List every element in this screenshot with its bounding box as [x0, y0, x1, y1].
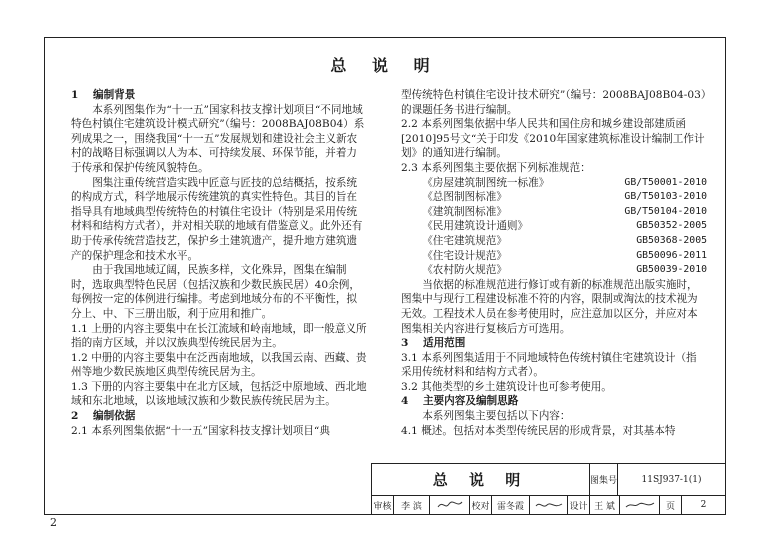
- title-block-page: 2: [682, 495, 726, 515]
- standard-code: GB50096-2011: [636, 249, 707, 261]
- standard-row: [401, 249, 707, 264]
- standard-row: [401, 190, 707, 205]
- standard-name: 《住宅建筑规范》: [422, 234, 507, 247]
- section-heading-text: 编制背景: [93, 89, 136, 101]
- section-number: 4: [401, 395, 409, 408]
- paragraph: 3.1 本系列图集适用于不同地域特色传统村镇住宅建筑设计（指采用传统材料和结构方式者）。: [401, 351, 697, 379]
- section-heading: [71, 88, 367, 103]
- standard-code: GB/T50103-2010: [624, 191, 707, 203]
- page-title: 总 说 明: [330, 56, 440, 75]
- paragraph: 型传统特色村镇住宅设计技术研究”（编号：2008BAJ08B04-03）的课题任务书进行编制。: [401, 89, 707, 116]
- paragraph: 2.1 本系列图集依据“十一五”国家科技支撑计划项目“典: [71, 424, 330, 437]
- atlas-number: 11SJ937-1(1): [618, 464, 726, 495]
- standard-code: GB/T50104-2010: [624, 205, 707, 217]
- paragraph: 1.1 上册的内容主要集中在长江流域和岭南地域，即一般意义所指的南方区域，并以汉族典型传统民居为主。: [71, 322, 367, 350]
- standard-row: [401, 205, 707, 220]
- atlas-number-label: 图集号: [590, 464, 618, 495]
- paragraph: 1.2 中册的内容主要集中在泛西南地域，以我国云南、西藏、贵州等地少数民族地区典型传统民居为主。: [71, 351, 367, 379]
- paragraph: 本系列图集主要包括以下内容：: [422, 410, 571, 423]
- standard-name: 《房屋建筑制图统一标准》: [422, 176, 550, 189]
- standard-code: GB50039-2010: [636, 264, 707, 276]
- right-column: [401, 88, 707, 438]
- paragraph: 当依据的标准规范进行修订或有新的标准规范出版实施时，图集中与现行工程建设标准不符的内容，限制或淘汰的技术视为无效。工程技术人员在参考使用时，应注意加以区分，并应对本图集相关内容进行复核后方可选用。: [401, 278, 698, 335]
- section-number: 2: [71, 410, 79, 423]
- standard-row: [401, 263, 707, 278]
- standard-name: 《建筑制图标准》: [422, 205, 507, 218]
- standard-code: GB/T50001-2010: [624, 176, 707, 188]
- review-label: 审核: [372, 495, 394, 515]
- designer-name: 王 斌: [590, 495, 620, 515]
- checker-name: 雷冬霞: [492, 495, 530, 515]
- paragraph: 3.2 其他类型的乡土建筑设计也可参考使用。: [401, 380, 612, 393]
- paragraph: 本系列图集作为“十一五”国家科技支撑计划项目“不同地域特色村镇住宅建筑设计模式研究”（编号：2008BAJ08B04）系列成果之一，围绕我国“十一五”发展规划和建设社会主义新农村的战略目标强调以人为本、可持续发展、环保节能，并着力于传承和保护传统风貌特色。: [71, 103, 365, 174]
- section-heading-text: 主要内容及编制思路: [423, 395, 519, 408]
- section-heading: [401, 394, 707, 409]
- page-label: 页: [660, 495, 682, 515]
- paragraph: 图集注重传统营造实践中匠意与匠技的总结概括，按系统的构成方式，科学地展示传统建筑的真实性特色。其目的旨在指导具有地域典型传统特色的村镇住宅设计（特别是采用传统材料和结构方式者），并对相关联的地域有借鉴意义。此外还有助于传承传统营造技艺，保护乡土建筑遗产，提升地方建筑遗产的保护理念和技术水平。: [71, 176, 363, 262]
- standard-name: 《民用建筑设计通则》: [422, 220, 529, 233]
- standard-row: [401, 176, 707, 191]
- standard-code: GB50368-2005: [636, 234, 707, 246]
- checker-signature: [530, 495, 568, 515]
- page-number: 2: [50, 516, 57, 529]
- left-column: [71, 88, 367, 438]
- title-block-title: 总 说 明: [372, 464, 590, 495]
- paragraph: 2.2 本系列图集依据中华人民共和国住房和城乡建设部建质函[2010]95号文“关于印发《2010年国家建筑标准设计编制工作计划》的通知进行编制。: [401, 118, 705, 160]
- section-heading: [71, 409, 367, 424]
- standard-row: [401, 219, 707, 234]
- standard-name: 《总图制图标准》: [422, 191, 507, 204]
- designer-signature: [620, 495, 660, 515]
- reviewer-name: 李 滨: [394, 495, 430, 515]
- section-heading-text: 编制依据: [93, 410, 136, 423]
- section-heading-text: 适用范围: [423, 337, 466, 350]
- standard-name: 《农村防火规范》: [422, 264, 507, 277]
- paragraph: 2.3 本系列图集主要依据下列标准规范：: [401, 161, 591, 174]
- drawing-frame: [44, 37, 726, 515]
- standard-code: GB50352-2005: [636, 220, 707, 232]
- reviewer-signature: [430, 495, 470, 515]
- check-label: 校对: [470, 495, 492, 515]
- standards-list: [401, 176, 707, 278]
- standard-row: [401, 234, 707, 249]
- section-heading: [401, 336, 707, 351]
- right-column-top: [401, 88, 707, 176]
- paragraph: 4.1 概述。包括对本类型传统民居的形成背景，对其基本特: [401, 424, 676, 437]
- title-block: [371, 463, 726, 515]
- section-number: 1: [71, 89, 79, 101]
- paragraph: 1.3 下册的内容主要集中在北方区域，包括泛中原地域、西北地域和东北地域，以该地域汉族和少数民族传统民居为主。: [71, 380, 367, 408]
- section-number: 3: [401, 337, 409, 350]
- right-column-bottom: [401, 278, 707, 439]
- paragraph: 由于我国地域辽阔，民族多样，文化殊异，图集在编制时，选取典型特色民居（包括汉族和少数民族民居）40余例，每例按一定的体例进行编排。考虑到地域分布的不平衡性，拟分上、中、下三册出版，利于应用和推广。: [71, 264, 360, 320]
- design-label: 设计: [568, 495, 590, 515]
- standard-name: 《住宅设计规范》: [422, 249, 507, 262]
